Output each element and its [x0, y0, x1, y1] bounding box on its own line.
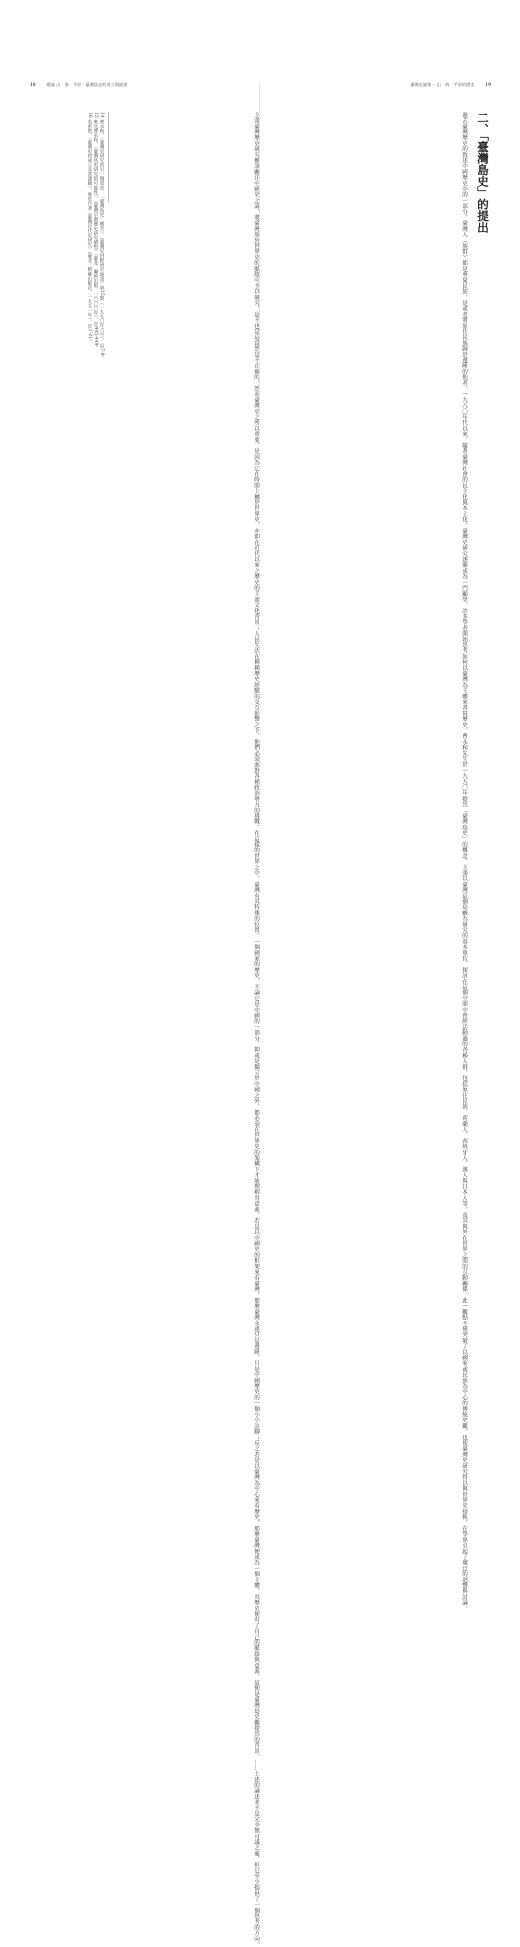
left-body-text: 主張臺灣歷史研究應該關注中國史之論，將臺灣放到世界史的脈絡中予以研究，這不也是這當然是不正確的。然而臺灣史之所以重要，是因為它在時間上屬於世界史，亦即在近代以來之歷史的主流文化背景；人民生活在種種歷史經驗的交互影響之下，他們必須面對各種政治勢力的挑戰，在這樣的世界之中，臺灣有其特殊的位置。一個國家的歷史，不論它是中國的一部分，抑或是獨立於中國之外，都必須在世界史的架構下才能理解其意義。若是以中國史的框架來看臺灣，那麼臺灣永遠只是邊陲，只是中國歷史的一個小小註腳；反之若是以臺灣為中心來看歷史，那麼臺灣便成為一個主體，其歷史便有了自己的脈絡與意義。這便是臺灣島史觀提出的背景。……上述的論述並不是完全無可議之處，但它至少提供了一個思考的方向。 [253, 112, 259, 1947]
footnote-16: 16 吳密察，〈臺灣史的成立及其課題〉，收於氏著《臺灣近代史研究》（臺北：稻鄉出版社，一九九一年），頁1-21。 [86, 112, 92, 344]
page-gutter [259, 82, 260, 412]
left-running-head-title: 總論 山‧海‧平原：臺灣島史的成立與展望 [46, 82, 128, 87]
footnote-14: 14 曹永和，〈臺灣史研究的另一個途徑：「臺灣島史」概念〉，《臺灣史田野研究通訊》第15期（一九九〇年六月），頁7-9。 [99, 112, 104, 361]
left-page-number: 18 [30, 82, 36, 87]
left-running-header [30, 82, 259, 90]
right-running-header [262, 82, 491, 90]
left-page [30, 82, 259, 1947]
footnote-rule [108, 112, 109, 202]
right-page-number: 19 [485, 82, 491, 87]
footnotes [30, 112, 104, 370]
right-page [262, 82, 491, 1612]
footnote-15: 15 參見曹永和，〈臺灣島史研究的可能性〉，《臺灣早期歷史研究續集》（臺北：聯經出版，二〇〇〇年），頁445-449。 [92, 112, 98, 351]
right-running-head-title: 臺灣史論集一 山‧海‧平原的歷史 [410, 82, 475, 87]
right-body-text: 過去臺灣歷史的敘述中國歷史中的一部分，臺灣人（族群）都是華夏民族，是或者將原住民族歸於邊陲的他者。一九八〇年代以來，隨著臺灣社會的民主化與本土化，臺灣史研究逐漸成為一門顯學，許多學者開始思考如何以臺灣為主體來書寫歷史。曹永和先生於一九九〇年提出「臺灣島史」的概念，主張以臺灣這個島嶼為研究的基本單位，探討在這個空間中曾經活動過的各種人群，包括原住民族、荷蘭人、西班牙人、漢人與日本人等，及其與外在世界之間的互動關係。此一觀點不僅突破了以國家或民族為中心的傳統史觀，也使臺灣史研究得以與世界史接軌，在學界引起了廣泛的迴響與討論。 [461, 112, 467, 1612]
section-heading: 二、「臺灣島史」的提出 [476, 112, 490, 233]
